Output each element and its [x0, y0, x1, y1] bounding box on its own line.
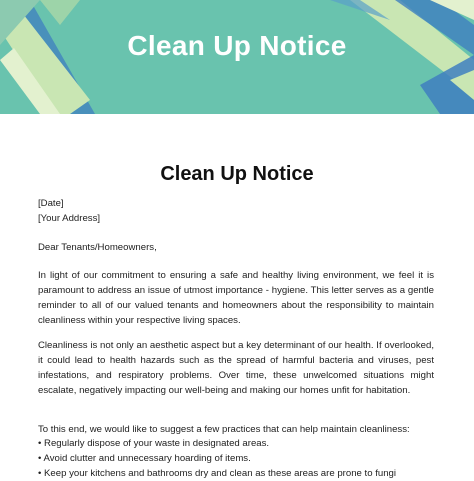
list-item: • Avoid clutter and unnecessary hoarding of items.	[38, 453, 251, 464]
document-title: Clean Up Notice	[160, 163, 314, 185]
list-item: • Keep your kitchens and bathrooms dry and clean as these areas are prone to fungi	[38, 468, 397, 479]
practices-list	[38, 436, 396, 481]
practices-intro: To this end, we would like to suggest a few practices that can help maintain cleanliness:	[38, 424, 410, 435]
paragraph-2: Cleanliness is not only an aesthetic aspect but a key determinant of our health. If overlooked, it could lead to health hazards such as the spread of harmful bacteria and viruses, pest infestations, and respiratory problems. Over time, these unwelcomed situations might escalate, negatively impacting our well-being and making our homes unfit for habitation.	[38, 340, 434, 396]
date-placeholder: [Date]	[38, 198, 64, 209]
header-banner	[0, 0, 474, 114]
list-item: • Regularly dispose of your waste in designated areas.	[38, 438, 270, 449]
banner-title: Clean Up Notice	[127, 30, 347, 61]
address-placeholder: [Your Address]	[38, 213, 101, 224]
salutation: Dear Tenants/Homeowners,	[38, 242, 157, 253]
paragraph-1: In light of our commitment to ensuring a safe and healthy living environment, we feel it is paramount to address an issue of utmost importance - hygiene. This letter serves as a gentle reminder to all of our valued tenants and homeowners about the responsibility to maintain cleanliness within your respective living spaces.	[38, 270, 434, 326]
